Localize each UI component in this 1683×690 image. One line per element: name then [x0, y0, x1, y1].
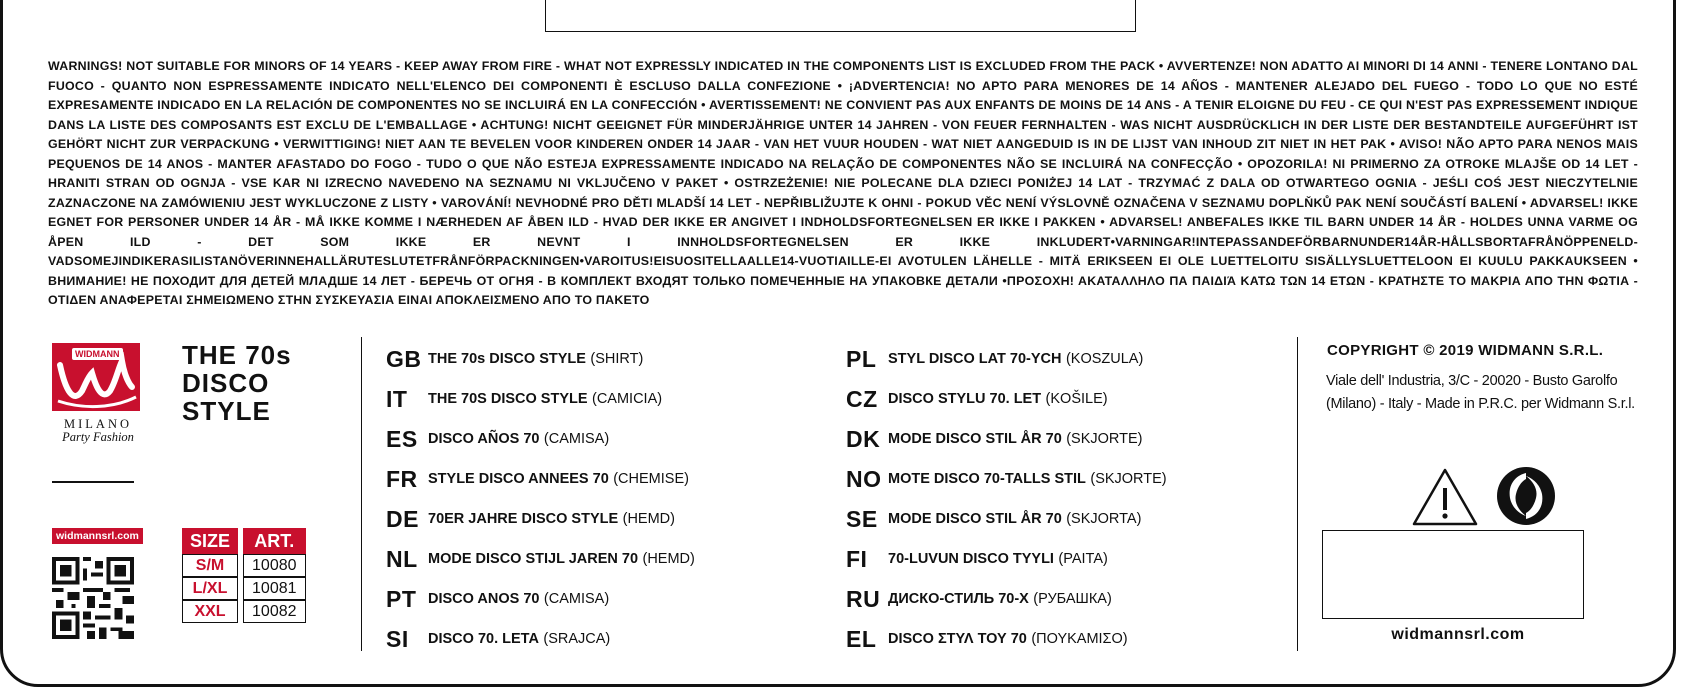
art-header: ART.	[243, 528, 306, 554]
lang-translation: (SKJORTE)	[1090, 471, 1167, 487]
size-header: SIZE	[182, 528, 238, 554]
lang-code: IT	[386, 385, 408, 412]
lang-translation: (РУБАШКА)	[1033, 591, 1112, 607]
lang-translation: (CAMISA)	[543, 431, 610, 447]
lang-code: NO	[846, 465, 882, 492]
column-divider	[1297, 337, 1298, 651]
languages-left	[386, 339, 695, 659]
lang-translation: (CAMICIA)	[592, 391, 663, 407]
lang-name: DISCO STYLU 70. LET	[888, 391, 1042, 407]
size-cell: L/XL	[182, 577, 238, 600]
lang-code: FR	[386, 465, 418, 492]
top-blank-box	[545, 0, 1136, 32]
lang-code: SE	[846, 505, 878, 532]
lang-code: PT	[386, 585, 417, 612]
address-line: (Milano) - Italy - Made in P.R.C. per Widmann S.r.l.	[1326, 396, 1635, 412]
lang-code: DE	[386, 505, 419, 532]
qr-code-icon	[52, 557, 134, 639]
list-item	[386, 339, 695, 379]
warning-triangle-icon	[1414, 470, 1476, 524]
product-title	[182, 341, 292, 425]
lang-code: EL	[846, 625, 877, 652]
green-dot-icon	[1497, 467, 1555, 525]
languages-right	[846, 339, 1167, 659]
art-cell: 10081	[243, 577, 306, 600]
product-title-line: STYLE	[182, 396, 271, 426]
lang-code: ES	[386, 425, 418, 452]
column-divider	[361, 337, 362, 651]
list-item	[386, 459, 695, 499]
lang-translation: (KOŠILE)	[1045, 391, 1108, 407]
widmann-logo	[52, 343, 140, 445]
lang-translation: (CHEMISE)	[613, 471, 689, 487]
list-item	[386, 379, 695, 419]
lang-name: STYL DISCO LAT 70-YCH	[888, 351, 1062, 367]
logo-wordmark: WIDMANN	[72, 348, 123, 360]
website-text: widmannsrl.com	[1391, 626, 1525, 643]
address-line: Viale dell' Industria, 3/C - 20020 - Busto Garolfo	[1326, 373, 1618, 389]
address	[1326, 370, 1683, 416]
lang-translation: (CAMISA)	[543, 591, 610, 607]
list-item	[386, 539, 695, 579]
lang-translation: (SKJORTE)	[1066, 431, 1143, 447]
lang-translation: (HEMD)	[642, 551, 695, 567]
warnings-text: WARNINGS! NOT SUITABLE FOR MINORS OF 14 YEARS - KEEP AWAY FROM FIRE - WHAT NOT EXPRESSLY INDICATED IN THE COMPONENTS LIST IS EXCLUDED FROM THE PACK • AVVERTENZE! NON ADATTO AI MINORI DI 14 ANNI - TENERE LONTANO DAL FUOCO - QUANTO NON ESPRESSAMENTE INDICATO NELL'ELENCO DEI COMPONENTI È ESCLUSO DALLA CONFEZIONE • ¡ADVERTENCIA! NO APTO PARA MENORES DE 14 AÑOS - MANTENER ALEJADO DEL FUEGO - TODO LO QUE NO ESTÉ EXPRESAMENTE INDICADO EN LA RELACIÓN DE COMPONENTES NO SE INCLUIRÁ EN LA CONFECCIÓN • AVERTISSEMENT! NE CONVIENT PAS AUX ENFANTS DE MOINS DE 14 ANS - A TENIR ELOIGNE DU FEU - CE QUI N'EST PAS EXPRESSEMENT INDIQUE DANS LA LISTE DES COMPOSANTS EST EXCLU DE L'EMBALLAGE • ACHTUNG! NICHT GEEIGNET FÜR MINDERJÄHRIGE UNTER 14 JAHREN - VON FEUER FERNHALTEN - WAS NICHT AUSDRÜCKLICH IN DER LISTE DER BESTANDTEILE AUFGEFÜHRT IST GEHÖRT NICHT ZUR VERPACKUNG • VERWITTIGING! NIET AAN TE BEVELEN VOOR KINDEREN ONDER 14 JAAR - VAN HET VUUR HOUDEN - WAT NIET AANGEDUID IS IN DE LIJST VAN INHOUD ZIT NIET IN HET PAK • AVISO! NÃO APTO PARA NENOS MAIS PEQUENOS DE 14 ANOS - MANTER AFASTADO DO FOGO - TUDO O QUE NÃO ESTEJA EXPRESSAMENTE INDICADO NA RELAÇÃO DE COMPONENTES NÃO SE INCLUIRÁ NA CONFECÇÃO • OPOZORILA! NI PRIMERNO ZA OTROKE MLAJŠE OD 14 LET - HRANITI STRAN OD OGNJA - VSE KAR NI IZRECNO NAVEDENO NA SEZNAMU NI VKLJUČENO V PAKET • OSTRZEŻENIE! NIE POLECANE DLA DZIECI PONIŻEJ 14 LAT - TRZYMAĆ Z DALA OD OTWARTEGO OGNIA - JEŚLI COŚ JEST NIECZYTELNIE ZAZNACZONE NA ZAMÓWIENIU JEST WYKLUCZONE Z LISTY • VAROVÁNÍ! NEVHODNÉ PRO DĚTI MLADŠÍ 14 LET - NEPŘIBLIŽUJTE K OHNI - POKUD VĚC NENÍ VÝSLOVNĚ OZNAČENA V SEZNAMU DOPLŇKŮ PAK NENÍ SOUČÁSTÍ BALENÍ • ADVARSEL! IKKE EGNET FOR PERSONER UNDER 14 ÅR - MÅ IKKE KOMME I NÆRHEDEN AF ÅBEN ILD - HVAD DER IKKE ER ANGIVET I INDHOLDSFORTEGNELSEN ER IKKE I PAKKEN • ADVARSEL! ANBEFALES IKKE TIL BARN UNDER 14 ÅR - HOLDES UNNA VARME OG ÅPEN ILD - DET SOM IKKE ER NEVNT I INNHOLDSFORTEGNELSEN ER IKKE INKLUDERT•VARNINGAR!INTEPASSANDEFÖRBARNUNDER14ÅR-HÅLLSBORTAFRÅNÖPPENELD-VADSOMEJINDIKERASILISTANÖVERINNEHALLÄRUTESLUTETFRÅNFÖRPACKNINGEN•VAROITUS!EISUOSITELLAALLE14-VUOTIAILLE-EI AVOTULEN LÄHELLE - MITÄ ERIKSEEN EI OLE LUETTELOITU SISÄLLYSLUETTELOON EI KUULU PAKKAUKSEEN • ВНИМАНИЕ! НЕ ПОХОДИТ ДЛЯ ДЕТЕЙ МЛАДШЕ 14 ЛЕТ - БЕРЕЧЬ ОТ ОГНЯ - В КОМПЛЕКТ ВХОДЯТ ТОЛЬКО ПОМЕЧЕННЫЕ НА УПАКОВКЕ ДЕТАЛИ •ΠΡΟΣΟΧΗ! ΑΚΑΤΑΛΛΗΛΟ ΠΑ ΠΑΙΔΙΆ ΚΑΤΩ ΤΩΝ 14 ΕΤΩΝ - ΚΡΑΤΗΣΤΕ ΤΟ ΜΑΚΡΙΑ ΑΠΟ ΤΗΝ ΦΩΤΙΑ - ΟΤΙΔΕΝ ΑΝΑΦΕΡΕΤΑΙ ΣΗΜΕΙΩΜΕΝΟ ΣΤΗΝ ΣΥΣΚΕΥΑΣΙΑ ΕΙΝΑΙ ΑΠΟΚΛΕΙΣΜΕΝΟ ΑΠΟ ΤΟ ΠΑΚΕΤΟ	[48, 59, 1638, 307]
lang-name: THE 70S DISCO STYLE	[428, 391, 588, 407]
lang-code: SI	[386, 625, 409, 652]
list-item	[386, 619, 695, 659]
product-title-line: DISCO	[182, 368, 270, 398]
list-item	[386, 419, 695, 459]
lang-translation: (SHIRT)	[590, 351, 644, 367]
list-item	[846, 539, 1167, 579]
art-cell: 10080	[243, 554, 306, 577]
symbols	[1410, 464, 1560, 535]
lang-name: STYLE DISCO ANNEES 70	[428, 471, 609, 487]
lang-translation: (PAITA)	[1058, 551, 1108, 567]
logo-city: MILANO	[64, 417, 132, 431]
registered-mark: ®	[130, 345, 136, 352]
list-item	[846, 419, 1167, 459]
list-item	[846, 339, 1167, 379]
blank-label-box	[1322, 530, 1584, 619]
table-row	[182, 577, 306, 600]
list-item	[386, 499, 695, 539]
lang-code: PL	[846, 345, 877, 372]
size-table	[177, 528, 311, 623]
lang-translation: (HEMD)	[622, 511, 675, 527]
lang-name: MODE DISCO STIJL JAREN 70	[428, 551, 639, 567]
lang-name: 70-LUVUN DISCO TYYLI	[888, 551, 1054, 567]
lang-translation: (ΠΟΥΚΑΜΙΣΟ)	[1031, 631, 1128, 647]
product-title-line: THE 70s	[182, 340, 292, 370]
logo-tagline: Party Fashion	[62, 430, 134, 444]
lang-code: DK	[846, 425, 881, 452]
list-item	[846, 459, 1167, 499]
lang-translation: (KOSZULA)	[1065, 351, 1144, 367]
lang-code: RU	[846, 585, 881, 612]
lang-name: THE 70s DISCO STYLE	[428, 351, 586, 367]
size-cell: XXL	[182, 600, 238, 623]
lang-translation: (SKJORTA)	[1066, 511, 1142, 527]
lang-name: MODE DISCO STIL ÅR 70	[888, 431, 1062, 447]
lang-name: ДИСКО-СТИЛЬ 70-Х	[888, 591, 1029, 607]
lang-name: DISCO 70. LETA	[428, 631, 539, 647]
list-item	[846, 619, 1167, 659]
table-row	[182, 600, 306, 623]
list-item	[386, 579, 695, 619]
lang-name: DISCO ΣΤΥΛ ΤΟΥ 70	[888, 631, 1027, 647]
lang-name: DISCO AÑOS 70	[428, 431, 540, 447]
lang-translation: (SRAJCA)	[543, 631, 611, 647]
list-item	[846, 499, 1167, 539]
size-cell: S/M	[182, 554, 238, 577]
copyright: COPYRIGHT © 2019 WIDMANN S.R.L.	[1327, 342, 1604, 359]
lang-name: DISCO ANOS 70	[428, 591, 540, 607]
lang-code: NL	[386, 545, 418, 572]
lang-code: CZ	[846, 385, 878, 412]
lang-name: MODE DISCO STIL ÅR 70	[888, 511, 1062, 527]
list-item	[846, 379, 1167, 419]
lang-code: GB	[386, 345, 422, 372]
website-badge: widmannsrl.com	[52, 528, 143, 544]
logo-divider	[52, 481, 134, 483]
art-cell: 10082	[243, 600, 306, 623]
lang-name: MOTE DISCO 70-TALLS STIL	[888, 471, 1086, 487]
table-row	[182, 554, 306, 577]
lang-code: FI	[846, 545, 868, 572]
lang-name: 70ER JAHRE DISCO STYLE	[428, 511, 619, 527]
list-item	[846, 579, 1167, 619]
